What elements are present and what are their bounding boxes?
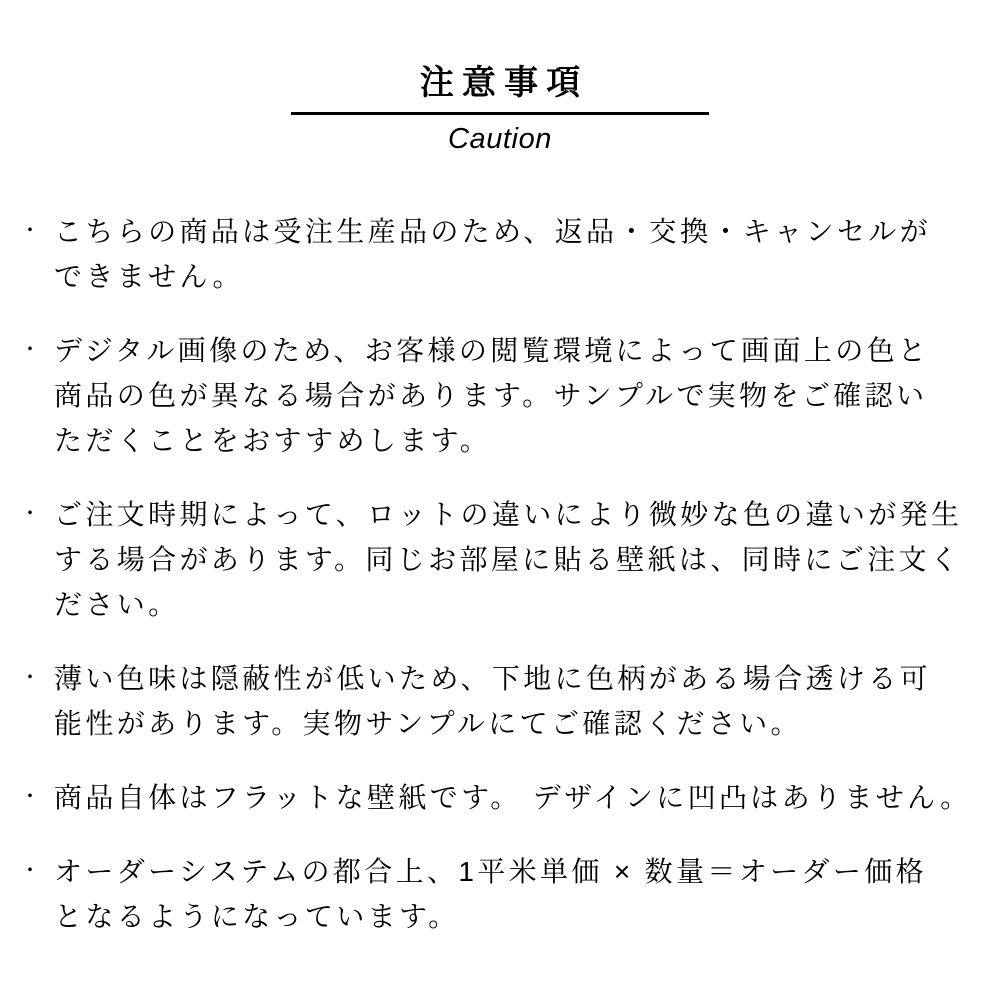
list-item — [20, 209, 980, 299]
list-item-text: ご注文時期によって、ロットの違いにより微妙な色の違いが発生 する場合があります。同じお部屋に貼る壁紙は、同時にご注文く ださい。 — [54, 498, 963, 620]
list-item-text: 商品自体はフラットな壁紙です。 デザインに凹凸はありません。 — [54, 781, 972, 813]
list-item-text: オーダーシステムの都合上、1平米単価 × 数量＝オーダー価格 となるようになっています。 — [54, 855, 927, 932]
page-title: 注意事項 — [419, 64, 589, 102]
list-item-text: デジタル画像のため、お客様の閲覧環境によって画面上の色と 商品の色が異なる場合があります。サンプルで実物をご確認い ただくことをおすすめします。 — [54, 334, 930, 456]
bullet-dot: ・ — [20, 666, 44, 689]
list-item — [20, 492, 980, 627]
title-underline — [291, 112, 709, 115]
bullet-dot: ・ — [20, 338, 44, 361]
list-item — [20, 328, 980, 463]
list-item — [20, 656, 980, 746]
list-item-text: こちらの商品は受注生産品のため、返品・交換・キャンセルが できません。 — [54, 215, 931, 292]
caution-list — [0, 209, 1000, 939]
bullet-dot: ・ — [20, 502, 44, 525]
page-subtitle: Caution — [447, 123, 553, 156]
bullet-dot: ・ — [20, 859, 44, 882]
list-item-text: 薄い色味は隠蔽性が低いため、下地に色柄がある場合透ける可 能性があります。実物サンプルにてご確認ください。 — [54, 662, 931, 739]
list-item — [20, 775, 980, 820]
bullet-dot: ・ — [20, 785, 44, 808]
bullet-dot: ・ — [20, 219, 44, 242]
list-item — [20, 849, 980, 939]
caution-header — [0, 0, 1000, 157]
